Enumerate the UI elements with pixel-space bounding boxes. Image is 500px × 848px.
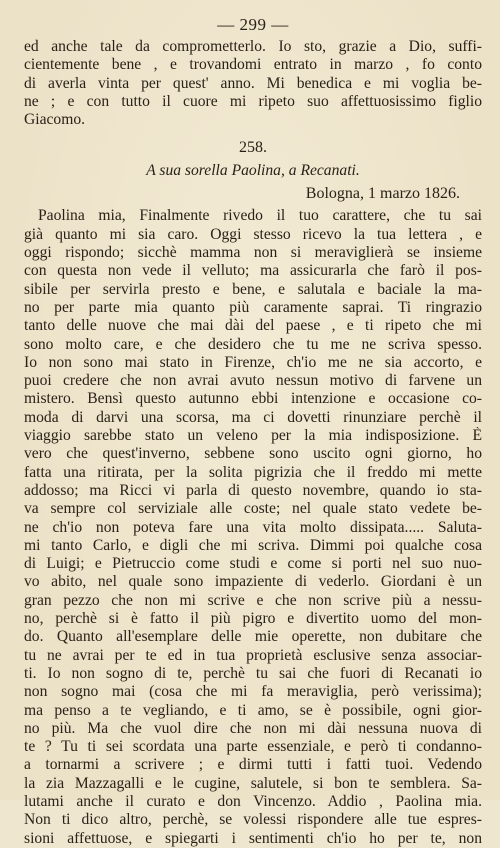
text-line: con questa non vede il velluto; ma assicurarla che farò il pos- xyxy=(24,262,482,280)
opening-paragraph xyxy=(24,38,482,129)
text-line: mistero. Bensì questo autunno ebbi intenzione e occasione co- xyxy=(24,390,482,408)
text-line: Io non sono mai stato in Firenze, ch'io me ne sia accorto, e xyxy=(24,353,482,371)
text-line: te ? Tu ti sei scordata una parte essenziale, e però ti condanno- xyxy=(24,738,482,756)
text-line: oggi rispondo; sicchè mamma non si meraviglierà se insieme xyxy=(24,244,482,262)
text-line: la zia Mazzagalli e le cugine, salutele, si bon te semblera. Sa- xyxy=(24,774,482,792)
text-line: tu ne avrai per te ed in tua proprietà esclusive senza associar- xyxy=(24,646,482,664)
letter-number: 258. xyxy=(239,139,267,157)
page-number: — 299 — xyxy=(217,15,289,34)
text-line: di Luigi; e Pietruccio come studi e come si porti nel suo nuo- xyxy=(24,555,482,573)
text-line: Non ti dico altro, perchè, se volessi rispondere alle tue espres- xyxy=(24,811,482,829)
text-line: no più. Ma che vuol dire che non mi dài nessuna nuova di xyxy=(24,719,482,737)
text-line: va sempre col serviziale alle coste; nel quale stato vedete be- xyxy=(24,500,482,518)
text-line: do. Quanto all'esemplare delle mie operette, non dubitare che xyxy=(24,628,482,646)
text-line: cientemente bene , e trovandomi entrato in marzo , fo conto xyxy=(24,56,482,74)
text-line: tanto delle nuove che mai dài del paese , e ti ripeto che mi xyxy=(24,317,482,335)
text-line: lutami anche il curato e don Vincenzo. Addio , Paolina mia. xyxy=(24,792,482,810)
text-line: Giacomo. xyxy=(24,111,86,129)
text-line: moda di darvi una scorsa, ma ci dovetti rinunziare perchè il xyxy=(24,408,482,426)
text-line: ne ; e con tutto il cuore mi ripeto suo affettuosissimo figlio xyxy=(24,92,482,110)
text-line: fatta una ritirata, per la solita pigrizia che il freddo mi mette xyxy=(24,463,482,481)
text-line: no per parte mia quanto più caramente saprai. Ti ringrazio xyxy=(24,298,482,316)
text-line: ti. Io non sogno di te, perchè tu sai che fuori di Recanati io xyxy=(24,664,482,682)
letter-heading: A sua sorella Paolina, a Recanati. xyxy=(146,162,360,180)
text-line: di averla vinta per quest' anno. Mi benedica e mi voglia be- xyxy=(24,74,482,92)
text-line: a tornarmi a scrivere ; e dirmi tutti i fatti tuoi. Vedendo xyxy=(24,756,482,774)
text-line: gran pezzo che non mi scrive e che non scrive più a nessu- xyxy=(24,591,482,609)
text-line: vero che quest'inverno, sebbene sono uscito ogni giorno, ho xyxy=(24,445,482,463)
letter-body xyxy=(24,207,482,847)
text-line: ed anche tale da comprometterlo. Io sto, grazie a Dio, suffi- xyxy=(24,38,482,55)
text-line: vo abito, nel quale sono impaziente di vederlo. Giordani è un xyxy=(24,573,482,591)
text-line: sioni affettuose, e spiegarti i sentimenti ch'io ho per te, non xyxy=(24,829,482,847)
letter-date: Bologna, 1 marzo 1826. xyxy=(305,185,460,203)
text-line: ne ch'io non poteva fare una vita molto dissipata..... Saluta- xyxy=(24,518,482,536)
text-line: addosso; ma Ricci vi parla di questo novembre, quando io sta- xyxy=(24,481,482,499)
text-line: puoi credere che non avrai avuto nessun motivo di farvene un xyxy=(24,372,482,390)
text-line: già quanto mi sia caro. Oggi stesso ricevo la tua lettera , e xyxy=(24,225,482,243)
text-line: mi tanto Carlo, e digli che mi scriva. Dimmi poi qualche cosa xyxy=(24,536,482,554)
text-line: viaggio sarebbe stato un veleno per la mia indisposizione. È xyxy=(24,427,482,445)
text-line: sibile per servirla presto e bene, e salutala e baciale la ma- xyxy=(24,280,482,298)
text-line: ma penso a te vegliando, e ti amo, se è possibile, ogni gior- xyxy=(24,701,482,719)
text-line: no, perchè si è fatto il più pigro e divertito uomo del mon- xyxy=(24,610,482,628)
text-line: Paolina mia, Finalmente rivedo il tuo carattere, che tu sai xyxy=(38,207,482,225)
text-line: sono molto care, e che desidero che tu me ne scriva spesso. xyxy=(24,335,482,353)
text-line: non sogno mai (cosa che mi fa meraviglia, però verissima); xyxy=(24,683,482,701)
